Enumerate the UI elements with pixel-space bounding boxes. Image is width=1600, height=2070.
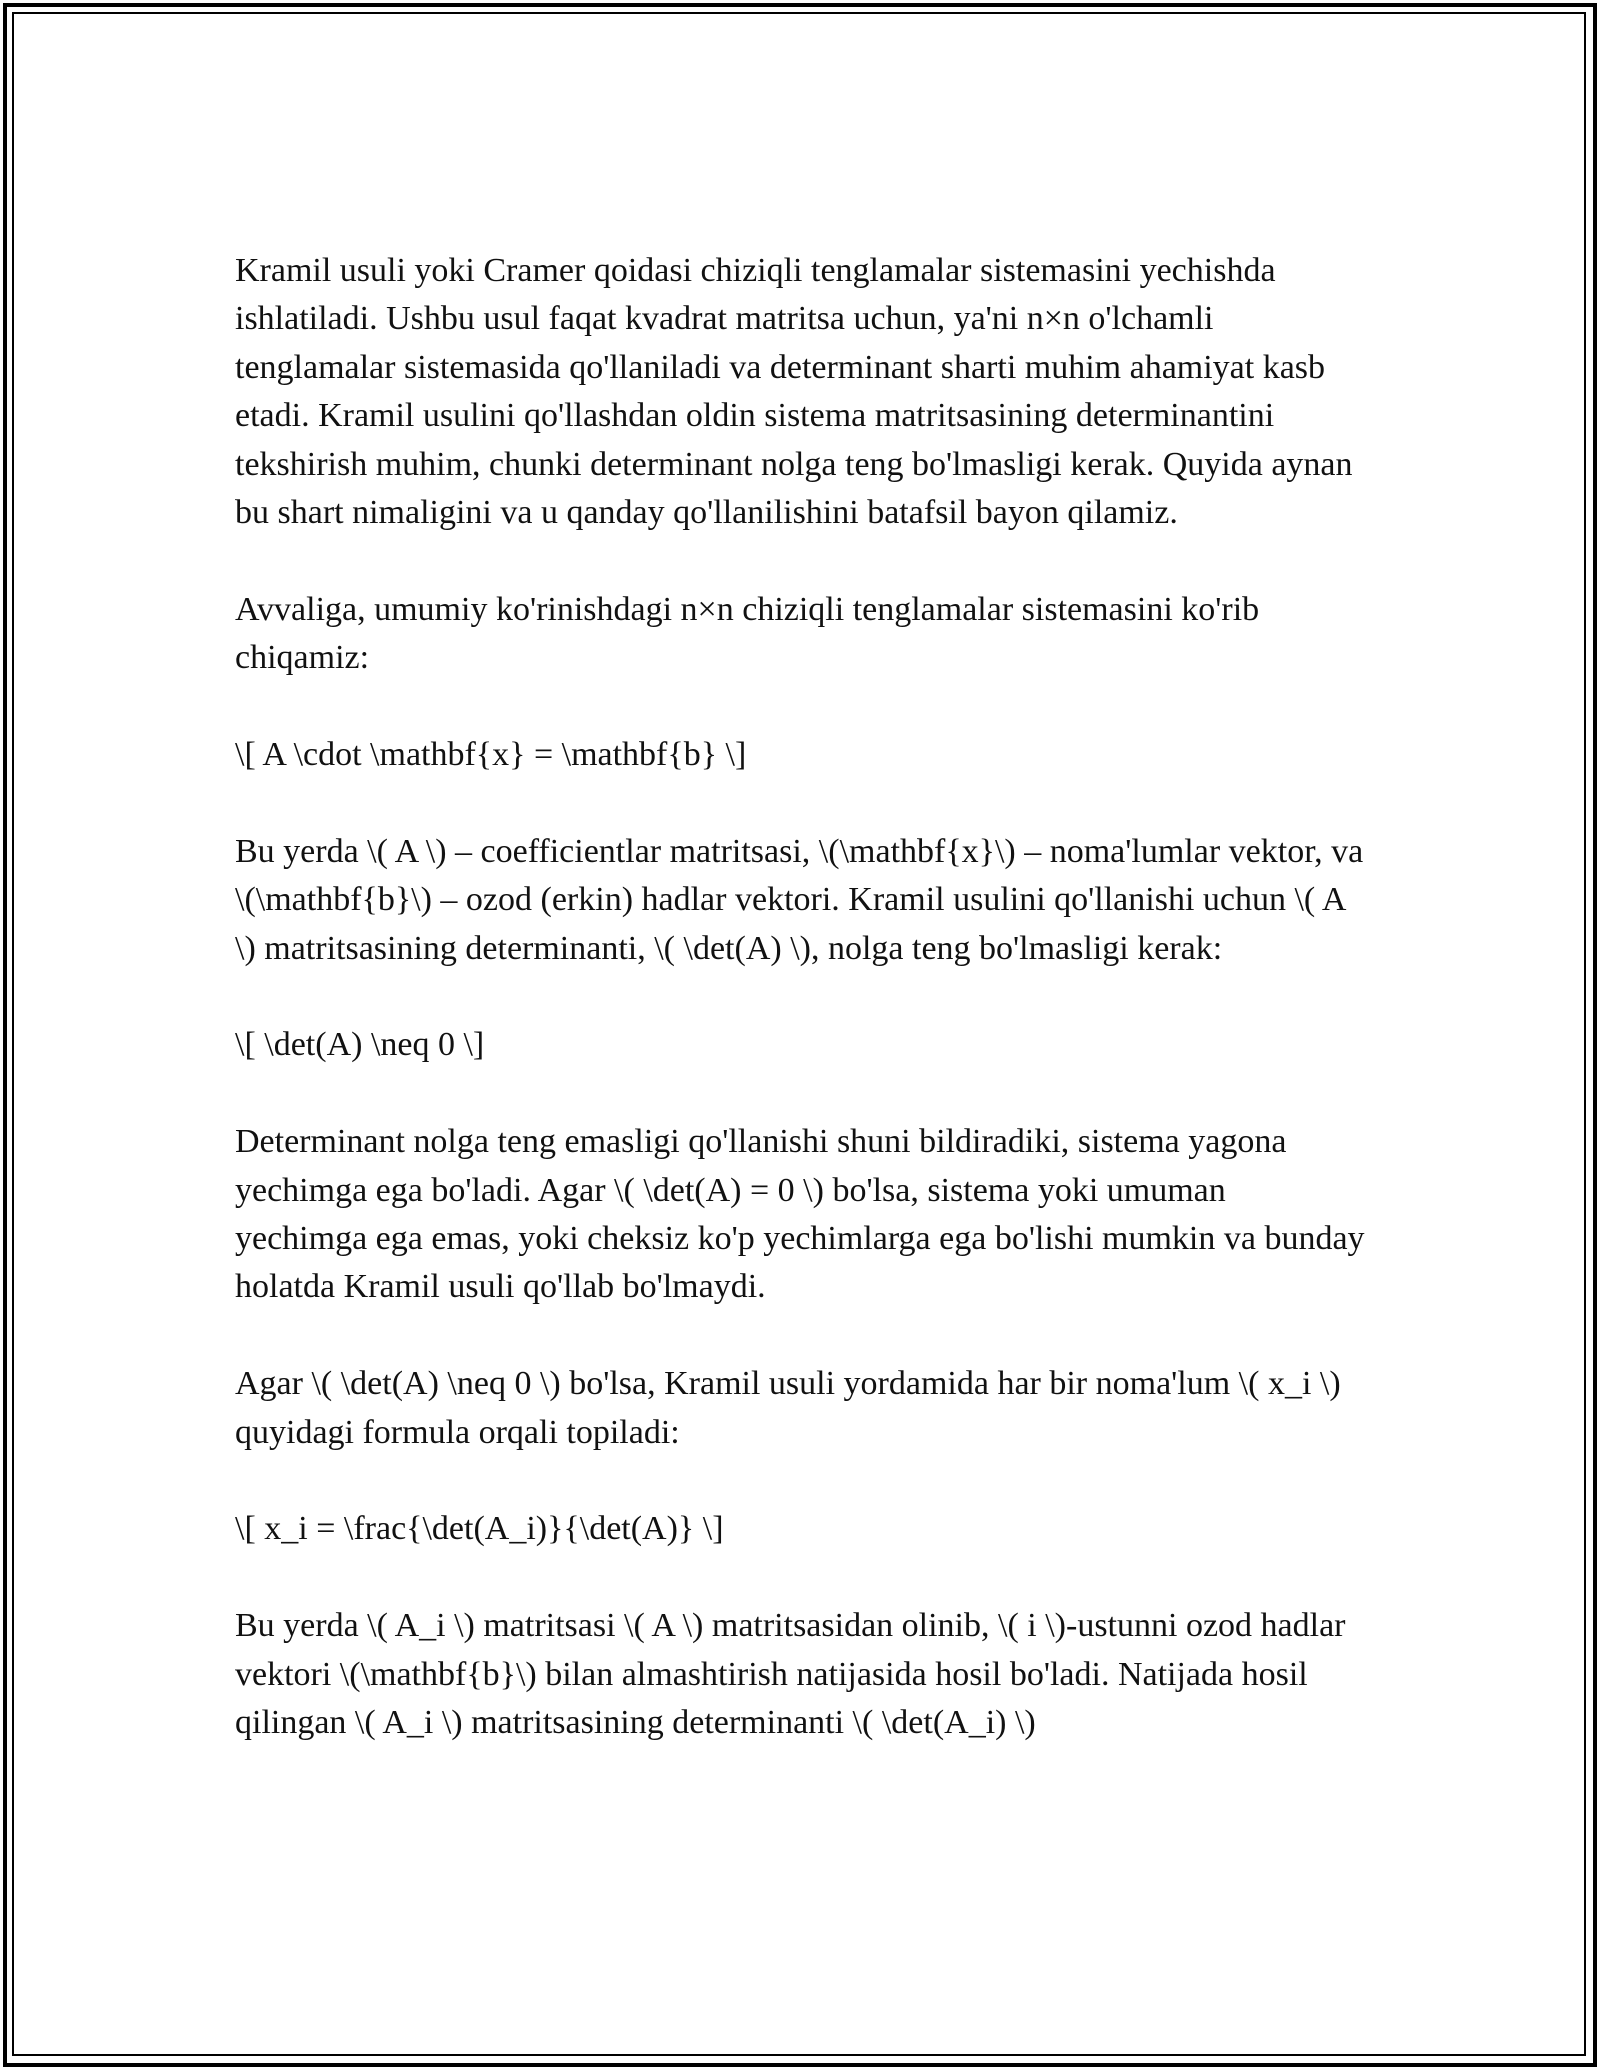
paragraph-system-intro: Avvaliga, umumiy ko'rinishdagi n×n chiziqli tenglamalar sistemasini ko'rib chiqamiz: (235, 590, 1260, 677)
paragraph-definitions: Bu yerda \( A \) – coefficientlar matritsasi, \(\mathbf{x}\) – noma'lumlar vektor, va \(\mathbf{b}\) – ozod (erkin) hadlar vektori. Kramil usulini qo'llanishi uchun \( A \) matritsasining determinanti, \( \det(A) \), nolga teng bo'lmasligi kerak: (235, 832, 1364, 967)
document-body (235, 247, 1365, 1747)
formula-system: \[ A \cdot \mathbf{x} = \mathbf{b} \] (235, 736, 747, 774)
paragraph-formula-intro: Agar \( \det(A) \neq 0 \) bo'lsa, Kramil usuli yordamida har bir noma'lum \( x_i \) quyidagi formula orqali topiladi: (235, 1365, 1341, 1451)
paragraph-ai-explanation: Bu yerda \( A_i \) matritsasi \( A \) matritsasidan olinib, \( i \)-ustunni ozod hadlar vektori \(\mathbf{b}\) bilan almashtirish natijasida hosil bo'ladi. Natijada hosil qilingan \( A_i \) matritsasining determinanti \( \det(A_i) \) (235, 1607, 1346, 1742)
formula-cramer: \[ x_i = \frac{\det(A_i)}{\det(A)} \] (235, 1510, 724, 1548)
paragraph-det-meaning: Determinant nolga teng emasligi qo'llanishi shuni bildiradiki, sistema yagona yechimga ega bo'ladi. Agar \( \det(A) = 0 \) bo'lsa, sistema yoki umuman yechimga ega emas, yoki cheksiz ko'p yechimlarga ega bo'lishi mumkin va bunday holatda Kramil usuli qo'llab bo'lmaydi. (235, 1123, 1365, 1306)
formula-det-condition: \[ \det(A) \neq 0 \] (235, 1026, 485, 1064)
paragraph-intro: Kramil usuli yoki Cramer qoidasi chiziqli tenglamalar sistemasini yechishda ishlatiladi. Ushbu usul faqat kvadrat matritsa uchun, ya'ni n×n o'lchamli tenglamalar sistemasida qo'llaniladi va determinant sharti muhim ahamiyat kasb etadi. Kramil usulini qo'llashdan oldin sistema matritsasining determinantini tekshirish muhim, chunki determinant nolga teng bo'lmasligi kerak. Quyida aynan bu shart nimaligini va u qanday qo'llanilishini batafsil bayon qilamiz. (235, 252, 1353, 532)
